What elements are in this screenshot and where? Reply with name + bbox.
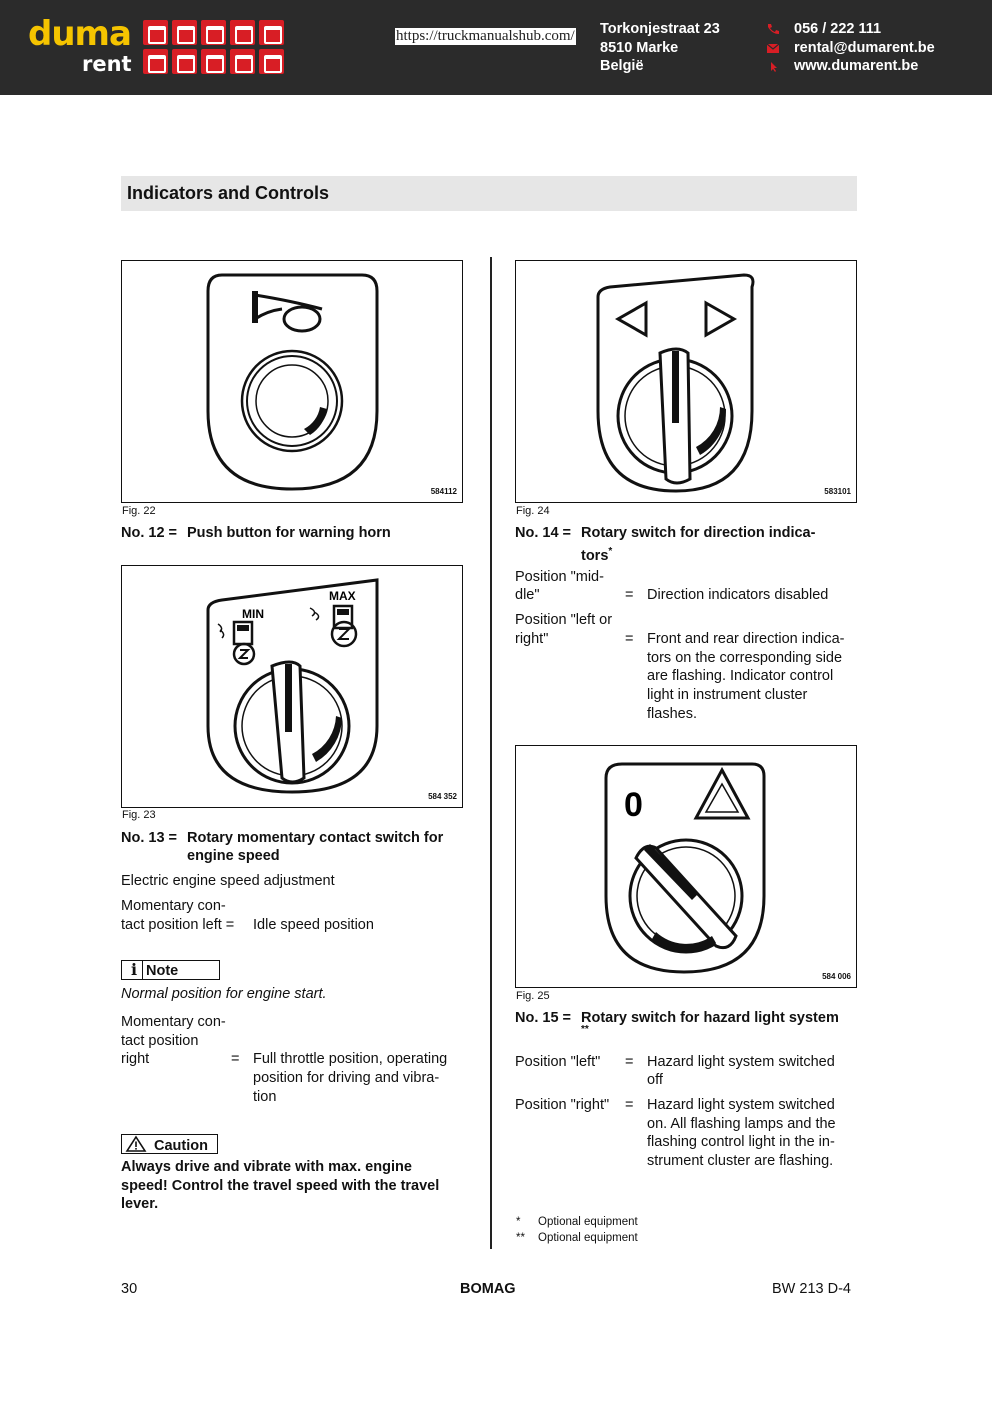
definition-equals: = xyxy=(625,1054,634,1070)
footnote-mark: ** xyxy=(516,1232,525,1244)
p2-term-2: right" xyxy=(515,631,549,647)
machine-tile-icon xyxy=(143,49,168,74)
footer-model: BW 213 D-4 xyxy=(772,1281,851,1297)
horn-button-illustration xyxy=(122,261,462,502)
phone-icon xyxy=(766,23,780,35)
footnote-marker: ** xyxy=(581,1024,589,1035)
figure-25 xyxy=(515,745,857,988)
hazard-p1-desc-1: Hazard light system switched xyxy=(647,1054,835,1070)
item-13-number: No. 13 = xyxy=(121,830,178,846)
item-15-number: No. 15 = xyxy=(515,1010,572,1026)
logo-word: duma xyxy=(28,14,131,54)
note-box-divider xyxy=(142,960,143,980)
address-country: België xyxy=(600,58,644,74)
direction-indicator-switch-illustration xyxy=(516,261,856,502)
note-text: Normal position for engine start. xyxy=(121,986,327,1002)
definition-equals: = xyxy=(625,1097,634,1113)
item-12-number: No. 12 = xyxy=(121,525,178,541)
p2-desc-1: Front and rear direction indica- xyxy=(647,631,845,647)
position-right-term-1: Momentary con- xyxy=(121,1014,226,1030)
figure-caption: Fig. 24 xyxy=(516,505,550,517)
figure-number: 584 006 xyxy=(822,972,851,981)
address-city: 8510 Marke xyxy=(600,39,679,56)
website-link[interactable]: www.dumarent.be xyxy=(794,58,919,74)
figure-22 xyxy=(121,260,463,503)
zero-label: 0 xyxy=(624,786,643,824)
p2-desc-3: are flashing. Indicator control xyxy=(647,668,834,684)
machine-tile-icon xyxy=(201,20,226,45)
position-right-desc-2: position for driving and vibra- xyxy=(253,1070,440,1086)
figure-number: 583101 xyxy=(824,487,851,496)
item-14-title-line2 xyxy=(581,543,612,565)
company-contact xyxy=(766,20,935,76)
item-15-title: Rotary switch for hazard light system xyxy=(581,1010,839,1026)
hazard-p2-desc-3: flashing control light in the in- xyxy=(647,1134,835,1150)
contact-phone xyxy=(766,20,935,39)
p1-term-1: Position "mid- xyxy=(515,569,604,585)
figure-caption: Fig. 22 xyxy=(122,505,156,517)
position-right-desc-3: tion xyxy=(253,1089,277,1105)
item-13-title-line2: engine speed xyxy=(187,848,280,864)
footnote-marker: * xyxy=(608,546,613,557)
figure-23 xyxy=(121,565,463,808)
contact-website xyxy=(766,57,935,76)
machine-tile-icon xyxy=(201,49,226,74)
address-street: Torkonjestraat 23 xyxy=(600,21,720,37)
section-title: Indicators and Controls xyxy=(121,176,857,211)
mail-icon xyxy=(766,42,780,54)
machine-tile-icon xyxy=(230,20,255,45)
logo-machine-icons xyxy=(143,20,287,76)
figure-number: 584112 xyxy=(430,487,457,496)
hazard-p1-term: Position "left" xyxy=(515,1054,601,1070)
item-13-title-line1: Rotary momentary contact switch for xyxy=(187,830,444,846)
figure-number: 584 352 xyxy=(428,792,457,801)
column-divider xyxy=(490,257,492,1249)
definition-equals: = xyxy=(231,1051,240,1067)
hazard-light-switch-illustration xyxy=(516,746,856,987)
left-arrow-icon xyxy=(618,303,646,335)
logo-sub: rent xyxy=(82,52,132,76)
company-address xyxy=(600,20,720,76)
hazard-p2-desc-4: strument cluster are flashing. xyxy=(647,1153,834,1169)
footer-brand: BOMAG xyxy=(460,1281,516,1297)
warning-triangle-icon xyxy=(124,1135,148,1152)
figure-caption: Fig. 23 xyxy=(122,809,156,821)
item-14-number: No. 14 = xyxy=(515,525,572,541)
p2-desc-4: light in instrument cluster xyxy=(647,687,808,703)
engine-speed-switch-illustration xyxy=(122,566,462,807)
right-arrow-icon xyxy=(706,303,734,335)
item-13-intro: Electric engine speed adjustment xyxy=(121,873,335,889)
machine-tile-icon xyxy=(259,49,284,74)
horn-icon xyxy=(255,291,322,331)
email-address[interactable]: rental@dumarent.be xyxy=(794,39,935,56)
position-right-term-3: right xyxy=(121,1051,150,1067)
caution-label: Caution xyxy=(154,1138,208,1154)
p1-term-2: dle" xyxy=(515,587,540,603)
max-label: MAX xyxy=(329,589,356,603)
caution-box xyxy=(121,1134,218,1154)
machine-tile-icon xyxy=(143,20,168,45)
p2-desc-5: flashes. xyxy=(647,706,697,722)
page-number: 30 xyxy=(121,1281,138,1297)
item-12-title: Push button for warning horn xyxy=(187,525,391,541)
hazard-p2-desc-1: Hazard light system switched xyxy=(647,1097,835,1113)
position-left-term-1: Momentary con- xyxy=(121,898,226,914)
hazard-triangle-icon xyxy=(696,770,748,818)
definition-equals: = xyxy=(625,587,634,603)
position-left-desc: Idle speed position xyxy=(253,917,374,933)
caution-line-1: Always drive and vibrate with max. engine xyxy=(121,1159,412,1175)
machine-tile-icon xyxy=(259,20,284,45)
watermark-url[interactable]: https://truckmanualshub.com/ xyxy=(396,28,575,44)
machine-tile-icon xyxy=(172,20,197,45)
definition-equals: = xyxy=(625,631,634,647)
footnote-mark: * xyxy=(516,1216,521,1228)
p1-desc: Direction indicators disabled xyxy=(647,587,829,603)
contact-email xyxy=(766,39,935,58)
position-right-desc-1: Full throttle position, operating xyxy=(253,1051,448,1067)
note-box xyxy=(121,960,220,980)
p2-term-1: Position "left or xyxy=(515,612,613,628)
p2-desc-2: tors on the corresponding side xyxy=(647,650,843,666)
min-label: MIN xyxy=(242,607,264,621)
hazard-p2-desc-2: on. All flashing lamps and the xyxy=(647,1116,836,1132)
machine-tile-icon xyxy=(172,49,197,74)
note-label: Note xyxy=(146,963,179,979)
item-14-title-text: tors xyxy=(581,547,609,564)
footnote-text: Optional equipment xyxy=(538,1216,638,1228)
position-right-term-2: tact position xyxy=(121,1033,199,1049)
position-left-term-2: tact position left = xyxy=(121,917,235,933)
hazard-p2-term: Position "right" xyxy=(515,1097,610,1113)
header-banner xyxy=(0,0,992,95)
item-14-title-line1: Rotary switch for direction indica- xyxy=(581,525,816,541)
figure-caption: Fig. 25 xyxy=(516,990,550,1002)
info-icon: i xyxy=(130,960,138,979)
cursor-click-icon xyxy=(766,60,780,72)
machine-tile-icon xyxy=(230,49,255,74)
caution-line-2: speed! Control the travel speed with the travel xyxy=(121,1178,440,1194)
hazard-p1-desc-2: off xyxy=(647,1072,663,1088)
figure-24 xyxy=(515,260,857,503)
phone-number: 056 / 222 111 xyxy=(794,21,882,37)
footnote-text: Optional equipment xyxy=(538,1232,638,1244)
caution-line-3: lever. xyxy=(121,1196,159,1212)
